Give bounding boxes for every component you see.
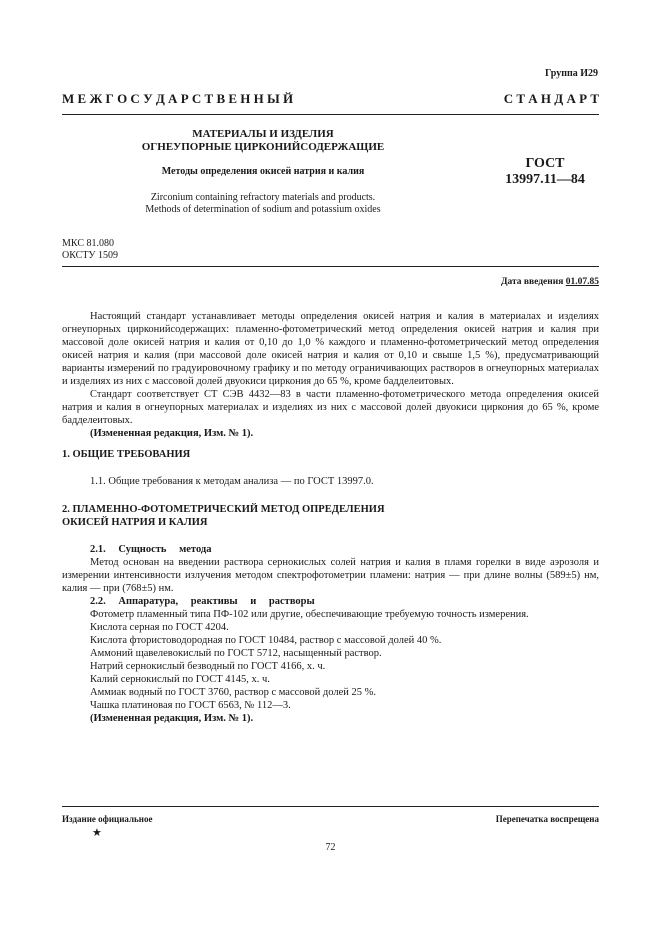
official-edition-label: Издание официальное xyxy=(62,814,153,824)
section-2-title-line1: 2. ПЛАМЕННО-ФОТОМЕТРИЧЕСКИЙ МЕТОД ОПРЕДЕЛЕНИЯ xyxy=(62,504,385,515)
equipment-item: Калий сернокислый по ГОСТ 4145, х. ч. xyxy=(90,674,270,685)
middle-rule xyxy=(62,266,599,267)
okstu-code: ОКСТУ 1509 xyxy=(62,250,119,261)
amendment-note: (Измененная редакция, Изм. № 1). xyxy=(90,713,254,724)
gost-number: 13997.11—84 xyxy=(505,172,585,187)
group-label: Группа И29 xyxy=(545,68,598,79)
title-en xyxy=(110,192,416,216)
intro-date xyxy=(501,277,599,287)
subtitle-ru: Методы определения окисей натрия и калия xyxy=(161,166,365,177)
equipment-item: Чашка платиновая по ГОСТ 6563, № 112—3. xyxy=(90,700,291,711)
star-icon: ★ xyxy=(92,827,102,839)
document-body xyxy=(62,310,599,725)
equipment-item: Кислота серная по ГОСТ 4204. xyxy=(90,622,229,633)
paragraph-compliance: Стандарт соответствует СТ СЭВ 4432—83 в части пламенно-фотометрического метода определения окисей натрия и калия в огнеупорных материалах и изделиях из них с массовой долей двуокиси циркония до 65 %, кроме бадделеитовых. xyxy=(62,389,599,426)
classifiers xyxy=(62,238,118,262)
clause-2-2-title: 2.2. Аппаратура, реактивы и растворы xyxy=(90,596,315,607)
mks-code: МКС 81.080 xyxy=(62,238,114,249)
clause-2-1-text: Метод основан на введении раствора сернокислых солей натрия и калия в пламя горелки в виде аэрозоля и измерении интенсивности излучения методом спектрофотометрии пламени: натрия — при длине волны (589±5) нм, калия — при (768±5) нм. xyxy=(62,557,599,594)
top-rule xyxy=(62,114,599,115)
amendment-note: (Измененная редакция, Изм. № 1). xyxy=(90,428,254,439)
section-2-title-line2: ОКИСЕЙ НАТРИЯ И КАЛИЯ xyxy=(62,517,208,528)
equipment-item: Кислота фтористоводородная по ГОСТ 10484, раствор с массовой долей 40 %. xyxy=(90,635,442,646)
title-ru-line1: МАТЕРИАЛЫ И ИЗДЕЛИЯ xyxy=(192,128,334,140)
section-1-title: 1. ОБЩИЕ ТРЕБОВАНИЯ xyxy=(62,449,191,460)
equipment-item: Натрий сернокислый безводный по ГОСТ 4166, х. ч. xyxy=(90,661,326,672)
clause-1-1: 1.1. Общие требования к методам анализа — по ГОСТ 13997.0. xyxy=(90,476,374,487)
page-number: 72 xyxy=(325,842,336,853)
intro-date-value: 01.07.85 xyxy=(565,277,599,287)
intro-date-label: Дата введения xyxy=(500,277,564,287)
gost-label: ГОСТ xyxy=(525,156,565,171)
clause-2-1-title: 2.1. Сущность метода xyxy=(90,544,212,555)
bottom-rule xyxy=(62,806,599,807)
title-en-line2: Methods of determination of sodium and potassium oxides xyxy=(145,204,381,215)
equipment-item: Аммоний щавелевокислый по ГОСТ 5712, насыщенный раствор. xyxy=(90,648,382,659)
banner-word-standard: С Т А Н Д А Р Т xyxy=(503,91,599,106)
paragraph-scope: Настоящий стандарт устанавливает методы определения окисей натрия и калия в материалах и изделиях огнеупорных цирконийсодержащих: пламенно-фотометрический метод определения окисей натрия и калия при массовой доле окисей натрия и калия от 0,10 до 1,0 % каждого и пламенно-фотометрический метод определения окисей натрия и калия (при массовой доле окисей натрия и калия от 0,10 и свыше 1,5 %), предусматривающий варианты измерений по градуировочному графику и по методу ограничивающих растворов в огнеупорных материалах и изделиях из них с массовой долей двуокиси циркония до 65 %, кроме бадделеитовых. xyxy=(62,311,599,387)
title-en-line1: Zirconium containing refractory materials and products. xyxy=(150,192,376,203)
title-block xyxy=(110,128,416,216)
title-ru-line2: ОГНЕУПОРНЫЕ ЦИРКОНИЙСОДЕРЖАЩИЕ xyxy=(141,141,385,153)
standard-banner xyxy=(62,91,599,107)
reprint-prohibited-label: Перепечатка воспрещена xyxy=(495,814,599,824)
gost-code xyxy=(470,156,620,188)
equipment-item: Фотометр пламенный типа ПФ-102 или другие, обеспечивающие требуемую точность измерения. xyxy=(90,609,529,620)
equipment-item: Аммиак водный по ГОСТ 3760, раствор с массовой долей 25 %. xyxy=(90,687,377,698)
banner-word-interstate: М Е Ж Г О С У Д А Р С Т В Е Н Н Ы Й xyxy=(62,91,294,106)
